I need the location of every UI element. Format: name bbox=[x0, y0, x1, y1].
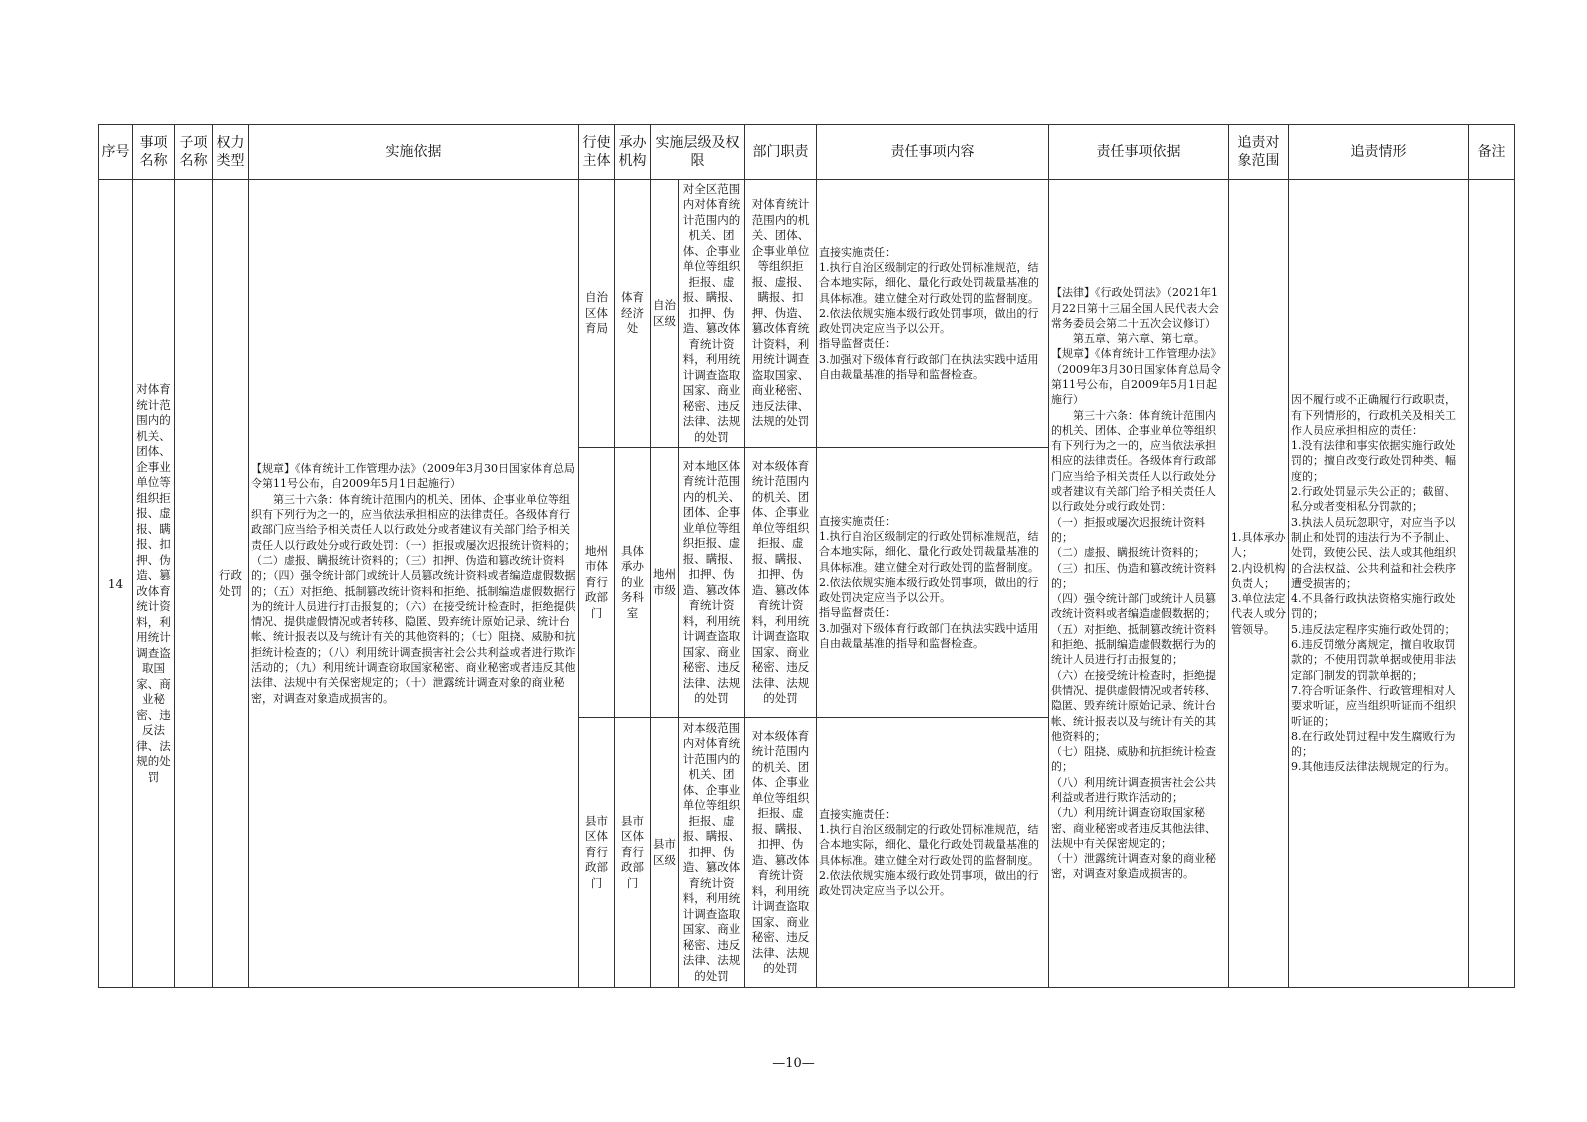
page-number: —10— bbox=[772, 1056, 815, 1071]
header-remark: 备注 bbox=[1469, 125, 1515, 180]
power-list-table bbox=[98, 124, 1515, 988]
header-resp-content: 责任事项内容 bbox=[817, 125, 1049, 180]
agency-cell: 县市区体育行政部门 bbox=[615, 718, 651, 988]
level-detail-cell: 对全区范围内对体育统计范围内的机关、团体、企事业单位等组织拒报、虚报、瞒报、扣押、伪造、篡改体育统计资料，利用统计调查盗取国家、商业秘密、违反法律、法规的处罚 bbox=[679, 180, 745, 448]
situation-cell: 因不履行或不正确履行行政职责，有下列情形的，行政机关及相关工作人员应承担相应的责任： 1.没有法律和事实依据实施行政处罚的；擅自改变行政处罚种类、幅度的； 2.行政处罚显示失公正的；截留、私分或者变相私分罚款的； 3.执法人员玩忽职守，对应当予以制止和处罚的违法行为不予制止、处罚，致使公民、法人或其他组织的合法权益、公共利益和社会秩序遭受损害的； 4.不具备行政执法资格实施行政处罚的； 5.违反法定程序实施行政处罚的； 6.违反罚缴分离规定，擅自收取罚款的；不使用罚款单据或使用非法定部门制发的罚款单据的； 7.符合听证条件、行政管理相对人要求听证，应当组织听证而不组织听证的； 8.在行政处罚过程中发生腐败行为的； 9.其他违反法律法规规定的行为。 bbox=[1289, 180, 1469, 988]
header-sub-name: 子项名称 bbox=[175, 125, 213, 180]
duty-cell: 对本级体育统计范围内的机关、团体、企事业单位等组织拒报、虚报、瞒报、扣押、伪造、篡改体育统计资料，利用统计调查盗取国家、商业秘密、违反法律、法规的处罚 bbox=[745, 448, 817, 718]
header-item-name: 事项名称 bbox=[133, 125, 175, 180]
header-row bbox=[99, 125, 1515, 180]
item-name-cell: 对体育统计范围内的机关、团体、企事业单位等组织拒报、虚报、瞒报、扣押、伪造、篡改体育统计资料，利用统计调查盗取国家、商业秘密、违反法律、法规的处罚 bbox=[133, 180, 175, 988]
level-cell: 地州市级 bbox=[651, 448, 679, 718]
header-duty: 部门职责 bbox=[745, 125, 817, 180]
remark-cell bbox=[1469, 180, 1515, 988]
basis-cell: 【规章】《体育统计工作管理办法》（2009年3月30日国家体育总局令第11号公布，自2009年5月1日起施行） 第三十六条：体育统计范围内的机关、团体、企事业单位等组织有下列行为之一的，应当依法承担相应的法律责任。各级体育行政部门应当给予相关责任人以行政处分或者建议有关部门给予相关责任人以行政处分或行政处罚：（一）拒报或屡次迟报统计资料的；（二）虚报、瞒报统计资料的；（三）扣押、伪造和篡改统计资料的；（四）强令统计部门或统计人员篡改统计资料或者编造虚假数据的；（五）对拒绝、抵制篡改统计资料和拒绝、抵制编造虚假数据行为的统计人员进行打击报复的；（六）在接受统计检查时，拒绝提供情况、提供虚假情况或者转移、隐匿、毁弃统计原始记录、统计台帐、统计报表以及与统计有关的其他资料的；（七）阻挠、威胁和抗拒统计检查的；（八）利用统计调查损害社会公共利益或者进行欺诈活动的；（九）利用统计调查窃取国家秘密、商业秘密或者违反其他法律、法规中有关保密规定的；（十）泄露统计调查对象的商业秘密，对调查对象造成损害的。 bbox=[249, 180, 579, 988]
header-agency: 承办机构 bbox=[615, 125, 651, 180]
duty-cell: 对本级体育统计范围内的机关、团体、企事业单位等组织拒报、虚报、瞒报、扣押、伪造、篡改体育统计资料，利用统计调查盗取国家、商业秘密、违反法律、法规的处罚 bbox=[745, 718, 817, 988]
resp-content-cell: 直接实施责任： 1.执行自治区级制定的行政处罚标准规范，结合本地实际，细化、量化行政处罚裁量基准的具体标准。建立健全对行政处罚的监督制度。 2.依法依规实施本级行政处罚事项，做出的行政处罚决定应当予以公开。 bbox=[817, 718, 1049, 988]
resp-basis-cell: 【法律】《行政处罚法》（2021年1月22日第十三届全国人民代表大会常务委员会第二十五次会议修订） 第五章、第六章、第七章。 【规章】《体育统计工作管理办法》（2009年3月30日国家体育总局令第11号公布，自2009年5月1日起施行） 第三十六条：体育统计范围内的机关、团体、企事业单位等组织有下列行为之一的，应当依法承担相应的法律责任。各级体育行政部门应当给予相关责任人以行政处分或者建议有关部门给予相关责任人以行政处分或行政处罚： （一）拒报或屡次迟报统计资料的； （二）虚报、瞒报统计资料的； （三）扣压、伪造和篡改统计资料的； （四）强令统计部门或统计人员篡改统计资料或者编造虚假数据的； （五）对拒绝、抵制篡改统计资料和拒绝、抵制编造虚假数据行为的统计人员进行打击报复的； （六）在接受统计检查时，拒绝提供情况、提供虚假情况或者转移、隐匿、毁弃统计原始记录、统计台帐、统计报表以及与统计有关的其他资料的； （七）阻挠、威胁和抗拒统计检查的； （八）利用统计调查损害社会公共利益或者进行欺诈活动的； （九）利用统计调查窃取国家秘密、商业秘密或者违反其他法律、法规中有关保密规定的； （十）泄露统计调查对象的商业秘密，对调查对象造成损害的。 bbox=[1049, 180, 1229, 988]
subject-cell: 县市区体育行政部门 bbox=[579, 718, 615, 988]
header-scope: 追责对象范围 bbox=[1229, 125, 1289, 180]
level-detail-cell: 对本级范围内对体育统计范围内的机关、团体、企事业单位等组织拒报、虚报、瞒报、扣押、伪造、篡改体育统计资料，利用统计调查盗取国家、商业秘密、违反法律、法规的处罚 bbox=[679, 718, 745, 988]
agency-cell: 体育经济处 bbox=[615, 180, 651, 448]
header-seq: 序号 bbox=[99, 125, 133, 180]
resp-content-cell: 直接实施责任： 1.执行自治区级制定的行政处罚标准规范，结合本地实际，细化、量化行政处罚裁量基准的具体标准。建立健全对行政处罚的监督制度。 2.依法依规实施本级行政处罚事项，做出的行政处罚决定应当予以公开。 指导监督责任： 3.加强对下级体育行政部门在执法实践中适用自由裁量基准的指导和监督检查。 bbox=[817, 448, 1049, 718]
level-detail-cell: 对本地区体育统计范围内的机关、团体、企事业单位等组织拒报、虚报、瞒报、扣押、伪造、篡改体育统计资料，利用统计调查盗取国家、商业秘密、违反法律、法规的处罚 bbox=[679, 448, 745, 718]
subject-cell: 地州市体育行政部门 bbox=[579, 448, 615, 718]
header-subject: 行使主体 bbox=[579, 125, 615, 180]
resp-content-cell: 直接实施责任： 1.执行自治区级制定的行政处罚标准规范，结合本地实际，细化、量化行政处罚裁量基准的具体标准。建立健全对行政处罚的监督制度。 2.依法依规实施本级行政处罚事项，做出的行政处罚决定应当予以公开。 指导监督责任： 3.加强对下级体育行政部门在执法实践中适用自由裁量基准的指导和监督检查。 bbox=[817, 180, 1049, 448]
power-type-cell: 行政处罚 bbox=[213, 180, 249, 988]
sub-name-cell bbox=[175, 180, 213, 988]
header-power-type: 权力类型 bbox=[213, 125, 249, 180]
agency-cell: 具体承办的业务科室 bbox=[615, 448, 651, 718]
scope-cell: 1.具体承办人； 2.内设机构负责人； 3.单位法定代表人或分管领导。 bbox=[1229, 180, 1289, 988]
header-level: 实施层级及权限 bbox=[651, 125, 745, 180]
subject-cell: 自治区体育局 bbox=[579, 180, 615, 448]
header-basis: 实施依据 bbox=[249, 125, 579, 180]
duty-cell: 对体育统计范围内的机关、团体、企事业单位等组织拒报、虚报、瞒报、扣押、伪造、篡改体育统计资料，利用统计调查盗取国家、商业秘密、违反法律、法规的处罚 bbox=[745, 180, 817, 448]
level-cell: 县市区级 bbox=[651, 718, 679, 988]
table-row bbox=[99, 180, 1515, 448]
header-resp-basis: 责任事项依据 bbox=[1049, 125, 1229, 180]
header-situation: 追责情形 bbox=[1289, 125, 1469, 180]
seq-cell: 14 bbox=[99, 180, 133, 988]
level-cell: 自治区级 bbox=[651, 180, 679, 448]
